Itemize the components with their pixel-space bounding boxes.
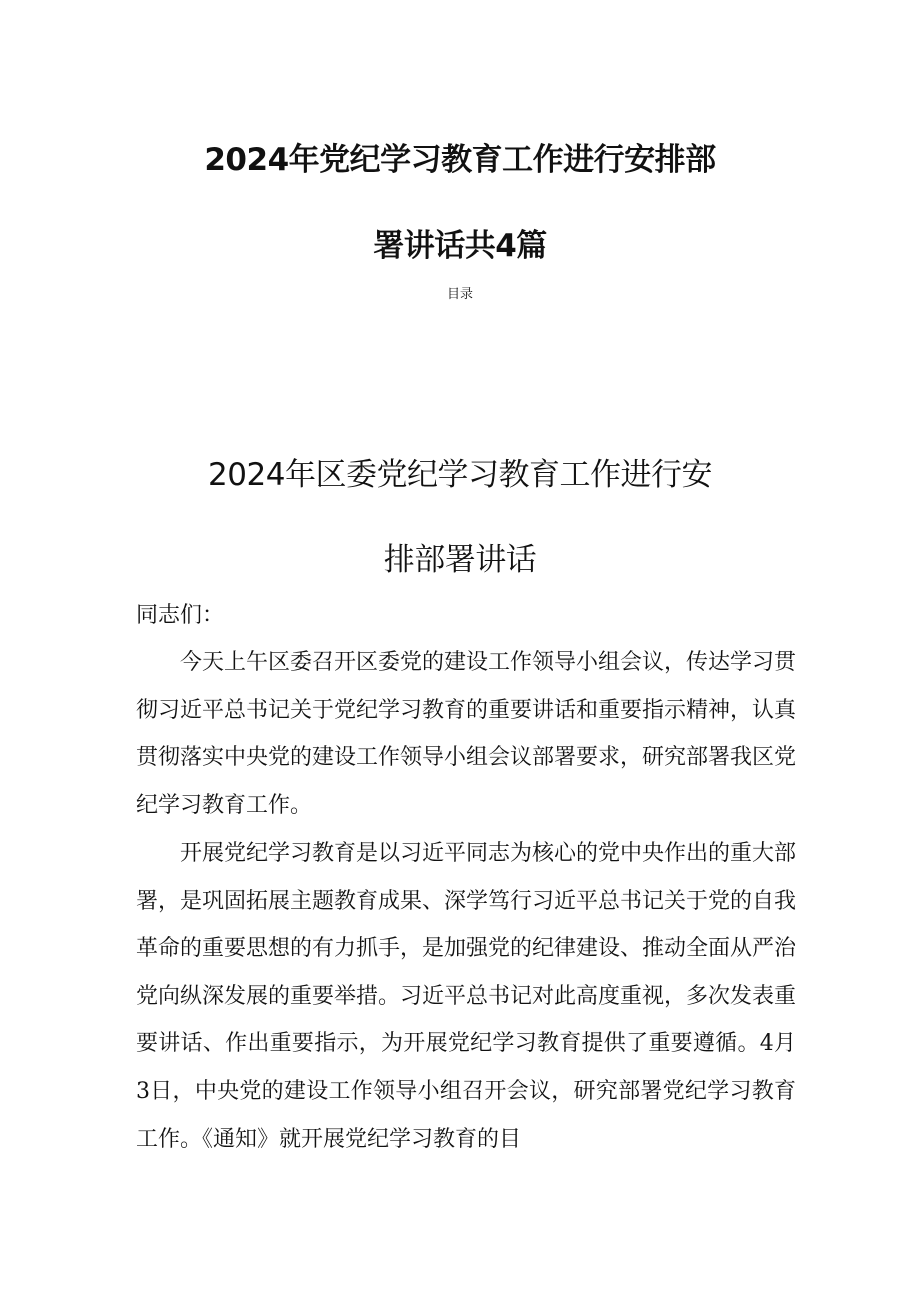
body-paragraph: 开展党纪学习教育是以习近平同志为核心的党中央作出的重大部署，是巩固拓展主题教育成果、深学笃行习近平总书记关于党的自我革命的重要思想的有力抓手，是加强党的纪律建设、推动全面从严治党向纵深发展的重要举措。习近平总书记对此高度重视，多次发表重要讲话、作出重要指示，为开展党纪学习教育提供了重要遵循。4月3日，中央党的建设工作领导小组召开会议，研究部署党纪学习教育工作。《通知》就开展党纪学习教育的目 [136,841,797,1152]
document-title-line-1: 2024年党纪学习教育工作进行安排部 [204,142,716,178]
body-paragraph: 今天上午区委召开区委党的建设工作领导小组会议，传达学习贯彻习近平总书记关于党纪学习教育的重要讲话和重要指示精神，认真贯彻落实中央党的建设工作领导小组会议部署要求，研究部署我区党纪学习教育工作。 [136,650,797,818]
table-of-contents-label: 目录 [446,287,473,302]
section-title-line-2: 排部署讲话 [383,542,537,578]
document-title-line-2: 署讲话共4篇 [373,228,547,264]
salutation: 同志们： [136,603,225,628]
section-title-line-1: 2024年区委党纪学习教育工作进行安 [208,457,712,493]
